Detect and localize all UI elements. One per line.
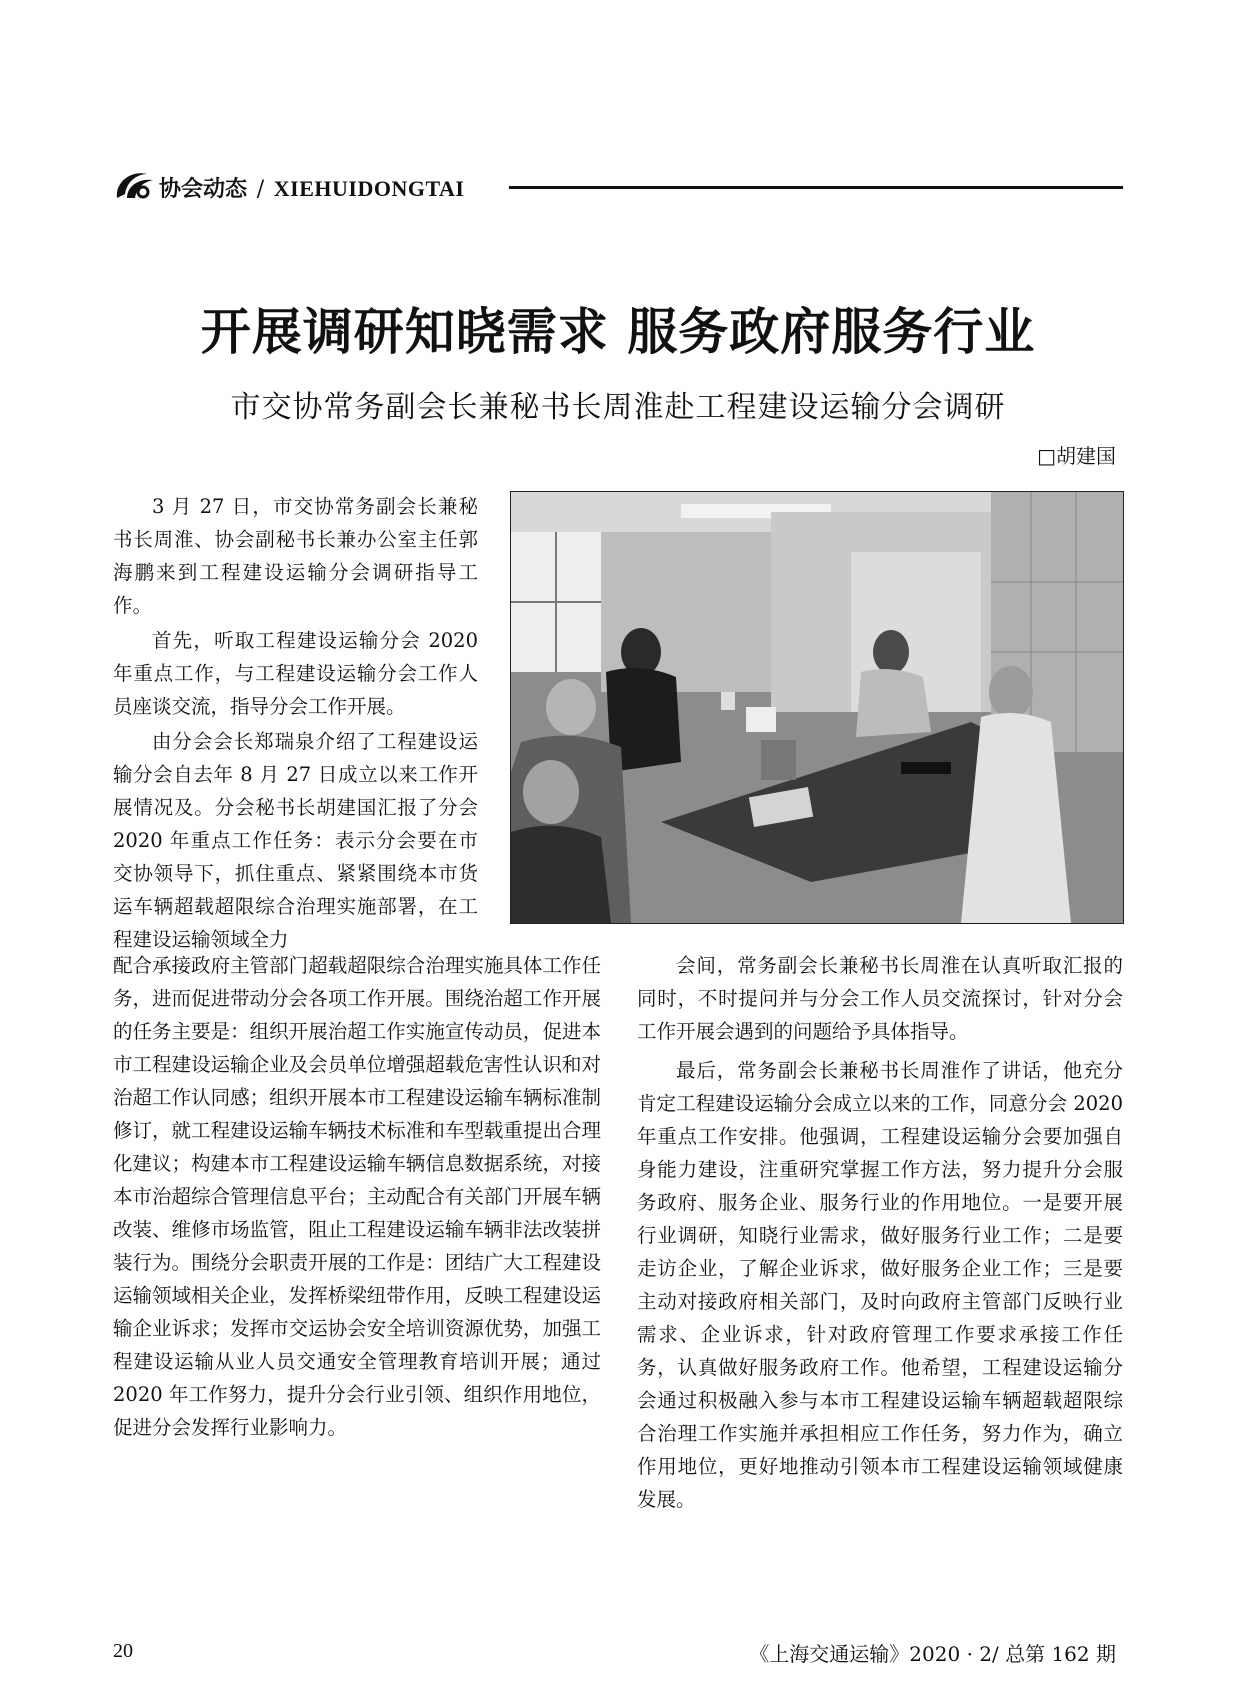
paragraph: 3 月 27 日，市交协常务副会长兼秘书长周淮、协会副秘书长兼办公室主任郭海鹏来到工程建设运输分会调研指导工作。 [113, 495, 478, 617]
meeting-photo-illustration [511, 492, 1123, 923]
paragraph: 配合承接政府主管部门超载超限综合治理实施具体工作任务，进而促进带动分会各项工作开展。围绕治超工作开展的任务主要是：组织开展治超工作实施宣传动员，促进本市工程建设运输企业及会员单位增强超载危害性认识和对治超工作认同感；组织开展本市工程建设运输车辆标准制修订，就工程建设运输车辆技术标准和车型载重提出合理化建议；构建本市工程建设运输车辆信息数据系统，对接本市治超综合管理信息平台；主动配合有关部门开展车辆改装、维修市场监管，阻止工程建设运输车辆非法改装拼装行为。围绕分会职责开展的工作是：团结广大工程建设运输领域相关企业，发挥桥梁纽带作用，反映工程建设运输企业诉求；发挥市交运协会安全培训资源优势，加强工程建设运输从业人员交通安全管理教育培训开展；通过 2020 年工作努力，提升分会行业引领、组织作用地位，促进分会发挥行业影响力。 [113, 954, 601, 1439]
section-title-en: XIEHUIDONGTAI [273, 176, 465, 201]
article-subtitle: 市交协常务副会长兼秘书长周淮赴工程建设运输分会调研 [230, 390, 1006, 425]
paragraph: 首先，听取工程建设运输分会 2020 年重点工作，与工程建设运输分会工作人员座谈交流，指导分会工作开展。 [113, 629, 478, 718]
section-title-separator: / [256, 177, 265, 202]
association-logo-icon [113, 168, 155, 204]
left-column-continuation [113, 949, 601, 1444]
page-number: 20 [113, 1640, 133, 1662]
section-header [113, 168, 1123, 208]
journal-footer: 《上海交通运输》2020 · 2/ 总第 162 期 [749, 1642, 1116, 1666]
section-title-cn: 协会动态 [159, 176, 248, 202]
section-title [159, 172, 464, 203]
paragraph: 由分会会长郑瑞泉介绍了工程建设运输分会自去年 8 月 27 日成立以来工作开展情况及。分会秘书长胡建国汇报了分会 2020 年重点工作任务：表示分会要在市交协领导下，抓住重点、紧紧围绕本市货运车辆超载超限综合治理实施部署，在工程建设运输领域全力 [113, 730, 478, 951]
paragraph: 会间，常务副会长兼秘书长周淮在认真听取汇报的同时，不时提问并与分会工作人员交流探讨，针对分会工作开展会遇到的问题给予具体指导。 [637, 954, 1123, 1043]
right-column [637, 949, 1123, 1522]
article-author: □胡建国 [1037, 444, 1116, 468]
left-column [113, 490, 478, 958]
paragraph: 最后，常务副会长兼秘书长周淮作了讲话，他充分肯定工程建设运输分会成立以来的工作，同意分会 2020 年重点工作安排。他强调，工程建设运输分会要加强自身能力建设，注重研究掌握工作方法，努力提升分会服务政府、服务企业、服务行业的作用地位。一是要开展行业调研，知晓行业需求，做好服务行业工作；二是要走访企业，了解企业诉求，做好服务企业工作；三是要主动对接政府相关部门，及时向政府主管部门反映行业需求、企业诉求，针对政府管理工作要求承接工作任务，认真做好服务政府工作。他希望，工程建设运输分会通过积极融入参与本市工程建设运输车辆超载超限综合治理工作实施并承担相应工作任务，努力作为，确立作用地位，更好地推动引领本市工程建设运输领域健康发展。 [637, 1059, 1123, 1511]
header-rule [509, 186, 1123, 189]
article-title: 开展调研知晓需求 服务政府服务行业 [200, 303, 1036, 361]
meeting-photo [510, 491, 1124, 924]
